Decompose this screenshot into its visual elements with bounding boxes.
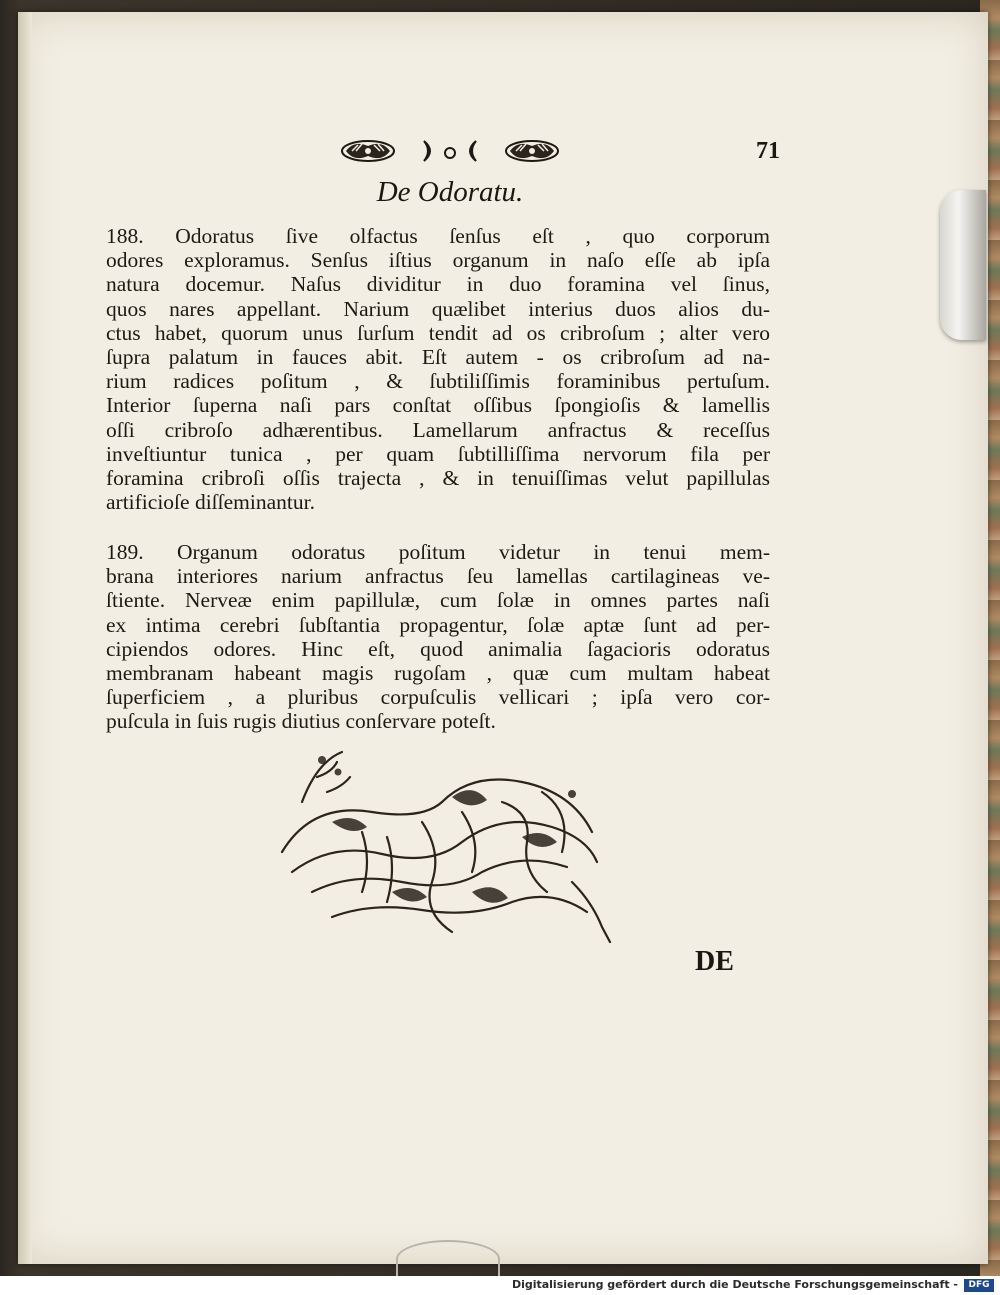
- credit-bar: [0, 1276, 1000, 1295]
- paragraph-189: [106, 540, 770, 734]
- text-line: ſupra palatum in fauces abit. Eſt autem - os cribroſum ad na-: [106, 345, 770, 370]
- text-line: ſtiente. Nerveæ enim papillulæ, cum ſolæ in omnes partes naſi: [106, 588, 770, 613]
- moon-sun-moon-icon: [410, 138, 490, 164]
- page-number: 71: [756, 138, 780, 164]
- page-clip: [940, 190, 986, 340]
- text-line: oſſi cribroſo adhærentibus. Lamellarum anfractus & receſſus: [106, 417, 770, 442]
- text-line: puſcula in ſuis rugis diutius conſervare poteſt.: [106, 709, 496, 734]
- header-ornament: [340, 136, 560, 166]
- credit-text: Digitalisierung gefördert durch die Deutsche Forschungsgemeinschaft -: [511, 1278, 958, 1291]
- text-line: cipiendos odores. Hinc eſt, quod animalia ſagacioris odoratus: [106, 636, 770, 661]
- text-line: quos nares appellant. Narium quælibet interius duos alios du-: [106, 296, 770, 321]
- text-line: Interior ſuperna naſi pars conſtat oſſibus ſpongioſis & lamellis: [106, 393, 770, 418]
- text-line: membranam habeant magis rugoſam , quæ cum multam habeat: [106, 661, 770, 686]
- text-line: rium radices poſitum , & ſubtiliſſimis foraminibus pertuſum.: [106, 369, 770, 394]
- text-line: inveſtiuntur tunica , per quam ſubtilliſſima nervorum fila per: [106, 441, 770, 466]
- dfg-logo-icon: DFG: [964, 1279, 994, 1292]
- text-line: brana interiores narium anfractus ſeu lamellas cartilagineas ve-: [106, 564, 770, 589]
- catchword: DE: [695, 946, 734, 977]
- rococo-vignette-icon: [272, 742, 612, 952]
- text-line: 188. Odoratus ſive olfactus ſenſus eſt , quo corporum: [106, 224, 770, 248]
- palmette-right-icon: [504, 138, 560, 164]
- text-line: ctus habet, quorum unus ſurſum tendit ad os cribroſum ; alter vero: [106, 320, 770, 345]
- text-line: ſuperficiem , a pluribus corpuſculis vellicari ; ipſa vero cor-: [106, 685, 770, 710]
- text-line: odores exploramus. Senſus iſtius organum in naſo eſſe ab ipſa: [106, 248, 770, 273]
- text-line: 189. Organum odoratus poſitum videtur in tenui mem-: [106, 540, 770, 564]
- text-line: foramina cribroſi oſſis trajecta , & in tenuiſſimas velut papillulas: [106, 466, 770, 491]
- text-line: ex intima cerebri ſubſtantia propagentur, ſolæ aptæ ſunt ad per-: [106, 612, 770, 637]
- text-line: artificioſe diſſeminantur.: [106, 490, 315, 515]
- wire-clip: [396, 1240, 500, 1278]
- text-line: natura docemur. Naſus dividitur in duo foramina vel ſinus,: [106, 272, 770, 297]
- section-title: De Odoratu.: [376, 176, 524, 208]
- paragraph-188: [106, 224, 770, 514]
- palmette-left-icon: [340, 138, 396, 164]
